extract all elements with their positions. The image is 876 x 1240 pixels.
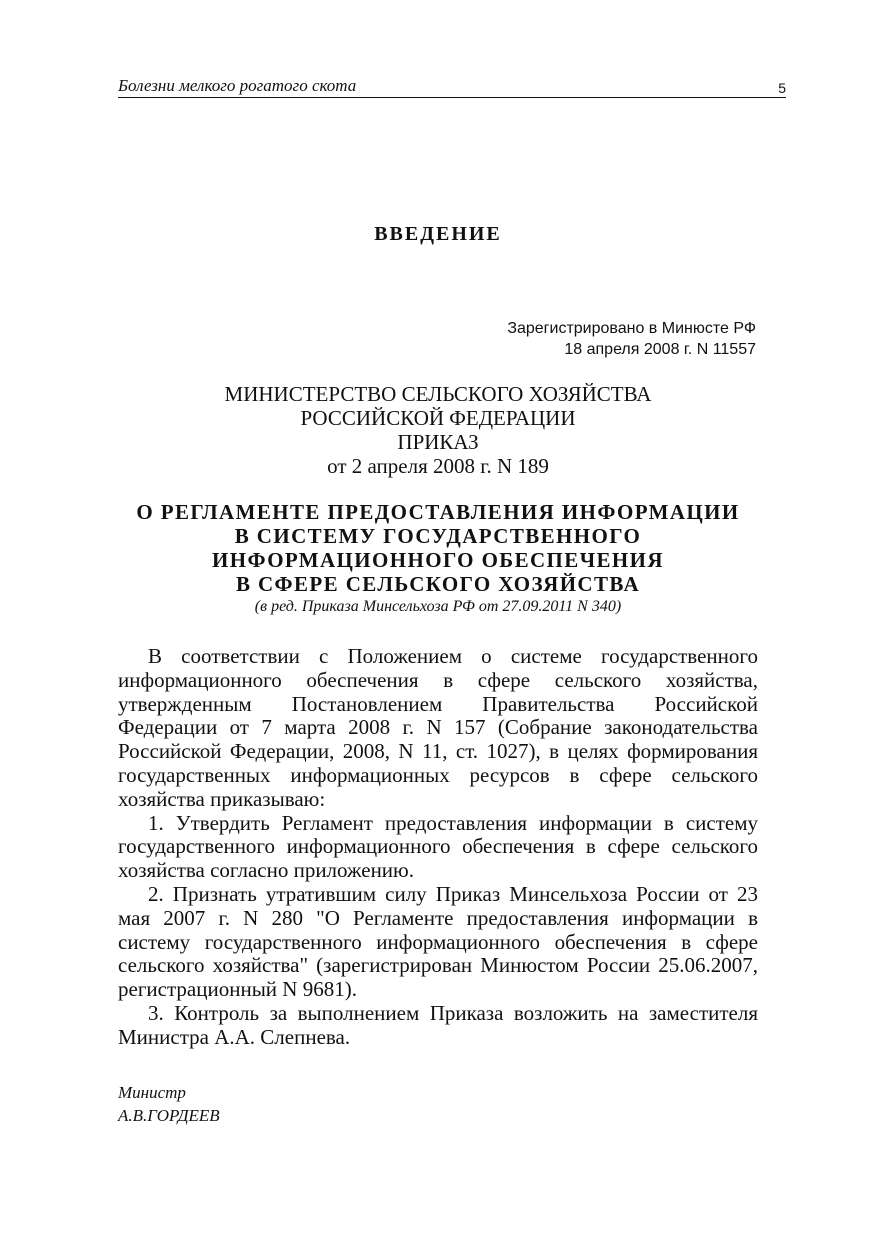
order-title-line-2: В СИСТЕМУ ГОСУДАРСТВЕННОГО	[234, 524, 642, 548]
order-title	[118, 500, 758, 596]
running-title: Болезни мелкого рогатого скота	[118, 76, 357, 95]
ministry-line-3: ПРИКАЗ	[397, 430, 479, 454]
signature-position: Министр	[118, 1083, 186, 1102]
ministry-heading	[118, 382, 758, 478]
paragraph-item-2: 2. Признать утратившим силу Приказ Минсельхоза России от 23 мая 2007 г. N 280 "О Регламенте предоставления информации в систему государственного информационного обеспечения в сфере сельского хозяйства" (зарегистрирован Минюстом России 25.06.2007, регистрационный N 9681).	[118, 881, 758, 1002]
page-number: 5	[778, 80, 786, 96]
order-title-line-1: О РЕГЛАМЕНТЕ ПРЕДОСТАВЛЕНИЯ ИНФОРМАЦИИ	[136, 500, 740, 524]
order-body	[118, 645, 758, 1050]
order-title-line-3: ИНФОРМАЦИОННОГО ОБЕСПЕЧЕНИЯ	[212, 548, 664, 572]
ministry-line-2: РОССИЙСКОЙ ФЕДЕРАЦИИ	[300, 406, 576, 430]
paragraph-preamble: В соответствии с Положением о системе государственного информационного обеспечения в сфере сельского хозяйства, утвержденным Постановлением Правительства Российской Федерации от 7 марта 2008 г. N 157 (Собрание законодательства Российской Федерации, 2008, N 11, ст. 1027), в целях формирования государственных информационных ресурсов в сфере сельского хозяйства приказываю:	[118, 644, 758, 811]
order-title-line-4: В СФЕРЕ СЕЛЬСКОГО ХОЗЯЙСТВА	[235, 572, 641, 596]
signature-block	[118, 1081, 220, 1127]
ministry-line-4: от 2 апреля 2008 г. N 189	[327, 454, 549, 478]
running-header	[118, 76, 786, 98]
registration-note	[507, 318, 756, 360]
amendment-note: (в ред. Приказа Минсельхоза РФ от 27.09.2011 N 340)	[254, 598, 622, 615]
paragraph-item-1: 1. Утвердить Регламент предоставления информации в систему государственного информационного обеспечения в сфере сельского хозяйства согласно приложению.	[118, 810, 758, 883]
ministry-line-1: МИНИСТЕРСТВО СЕЛЬСКОГО ХОЗЯЙСТВА	[224, 382, 652, 406]
registration-line-1: Зарегистрировано в Минюсте РФ	[507, 320, 756, 337]
section-title: ВВЕДЕНИЕ	[374, 223, 502, 245]
registration-line-2: 18 апреля 2008 г. N 11557	[564, 341, 756, 358]
paragraph-item-3: 3. Контроль за выполнением Приказа возложить на заместителя Министра А.А. Слепнева.	[118, 1000, 758, 1049]
signature-name: А.В.ГОРДЕЕВ	[118, 1106, 220, 1125]
